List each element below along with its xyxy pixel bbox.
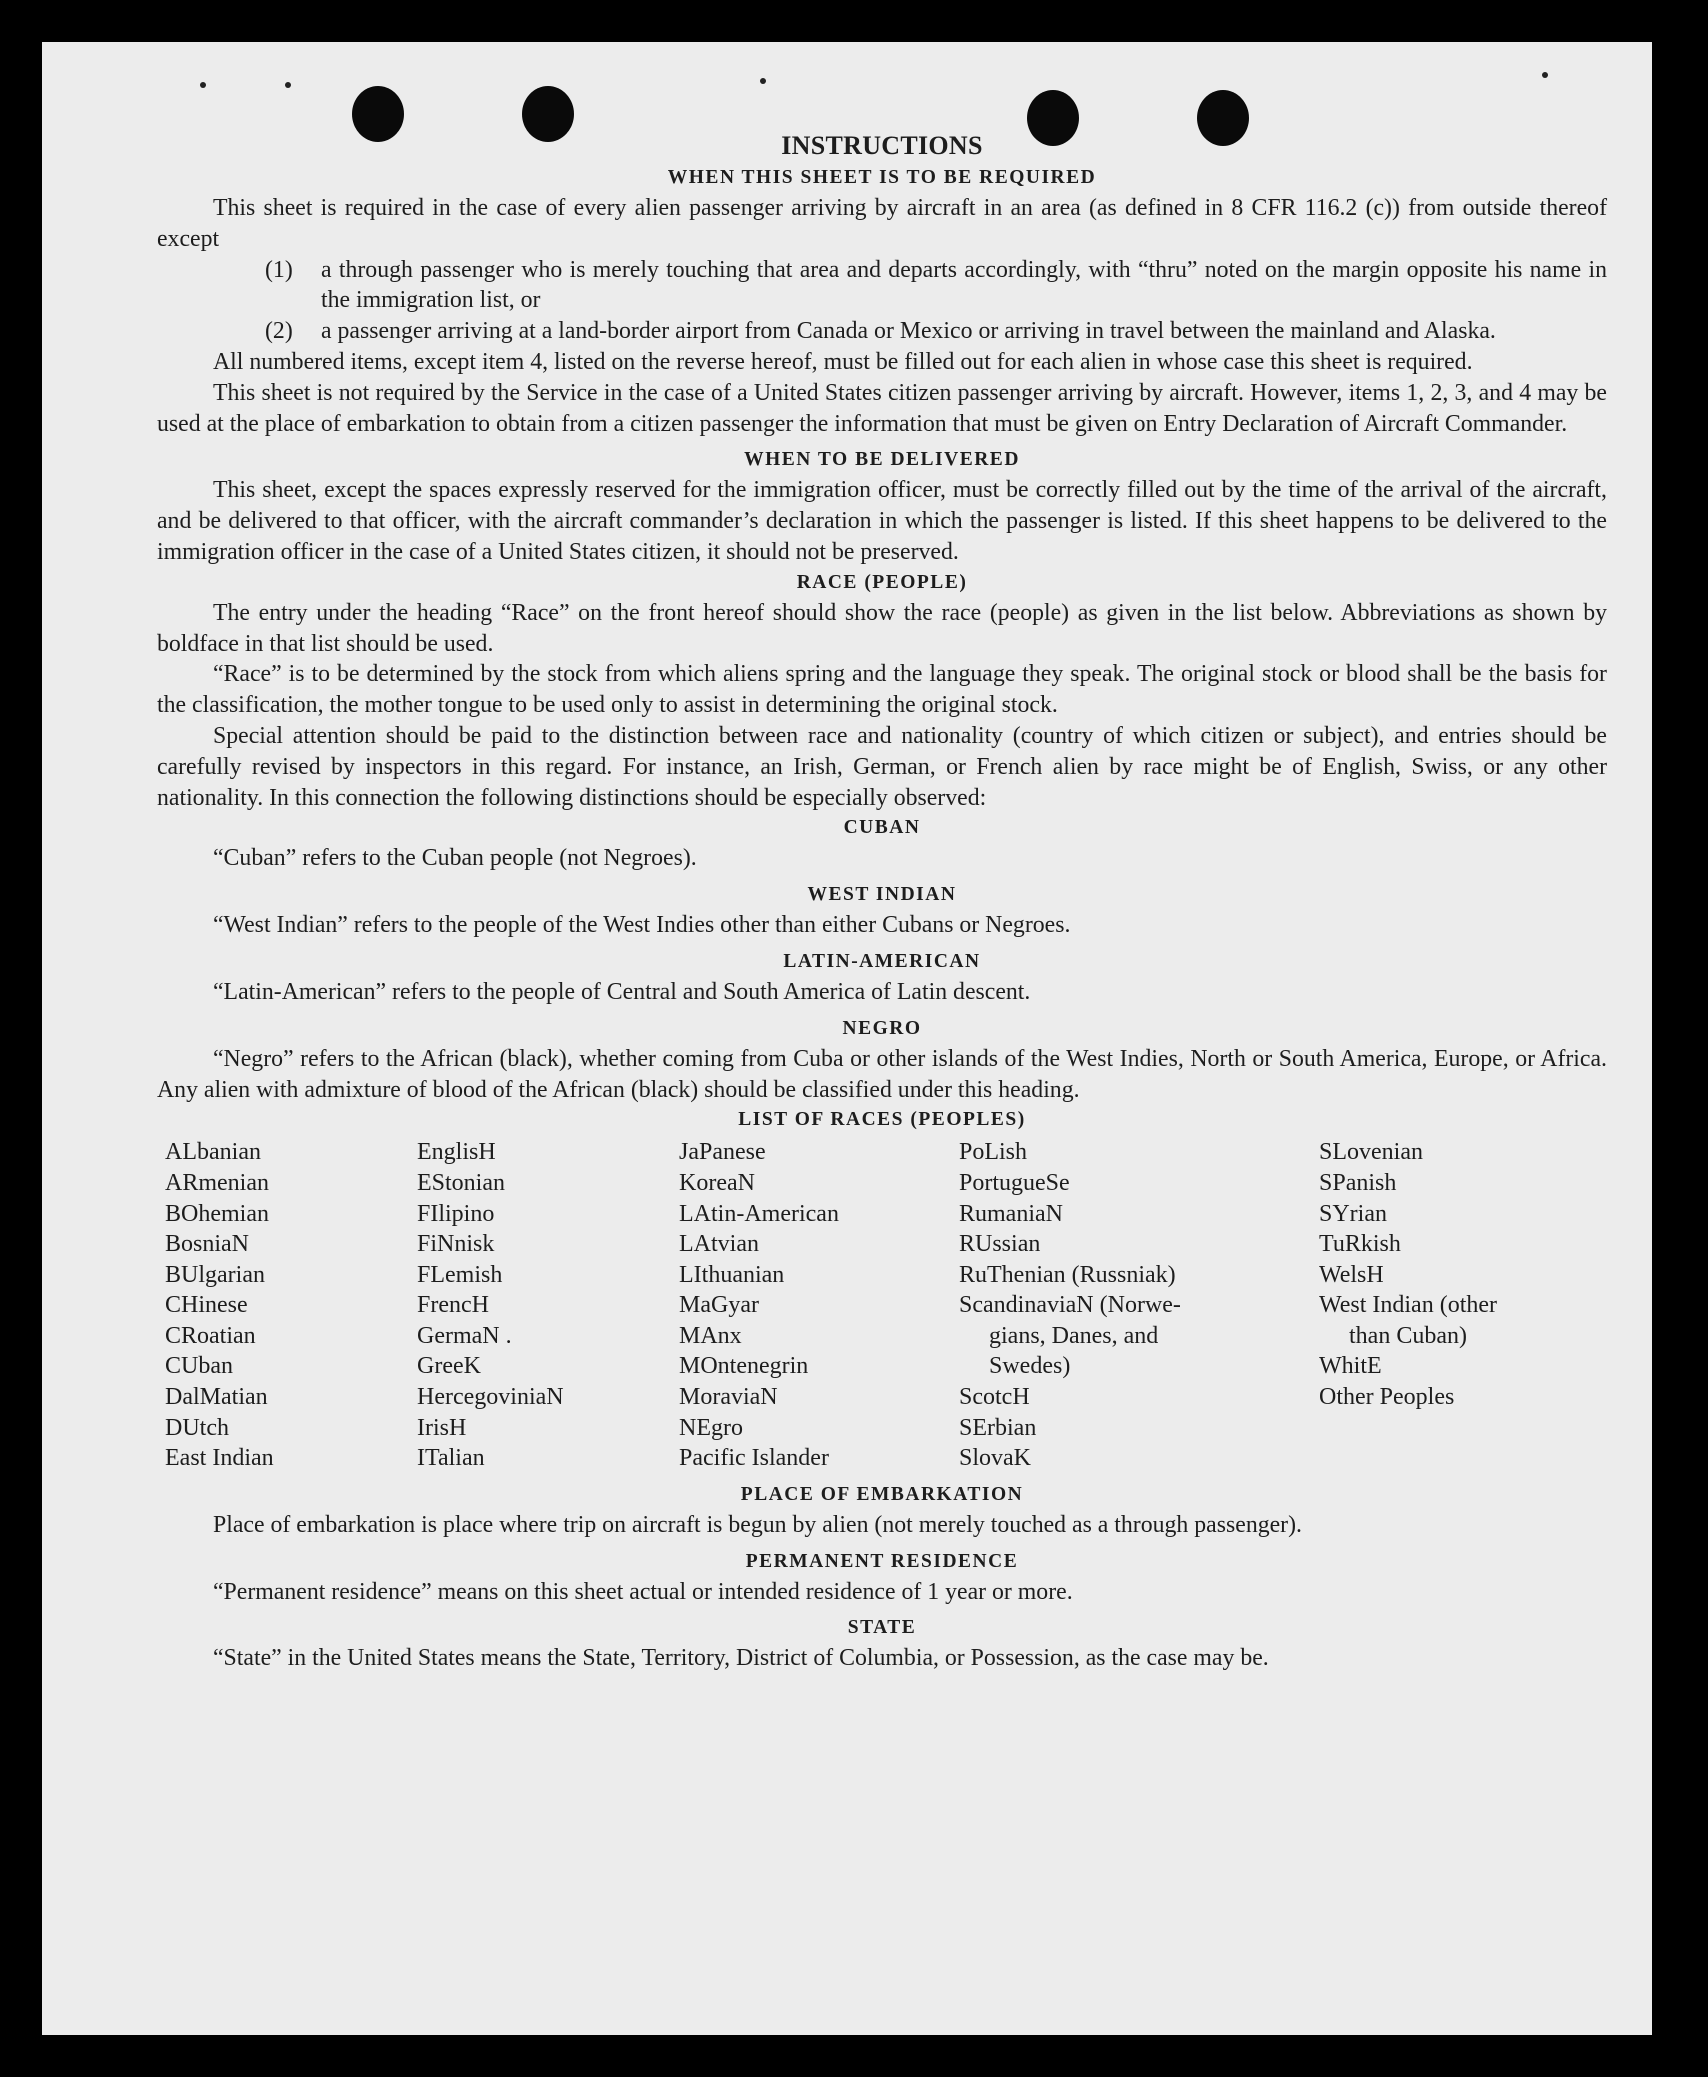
race-entry: ALbanian (165, 1139, 261, 1166)
race-entry: ARmenian (165, 1169, 269, 1196)
speck (760, 78, 766, 84)
race-entry: EnglisH (417, 1139, 496, 1166)
race-entry: SPanish (1319, 1169, 1397, 1196)
section-heading: WHEN THIS SHEET IS TO BE REQUIRED (667, 167, 1097, 188)
race-entry: NEgro (679, 1414, 743, 1441)
race-entry: KoreaN (679, 1169, 755, 1196)
race-entry: ITalian (417, 1445, 485, 1472)
section-heading: WEST INDIAN (807, 884, 957, 906)
race-entry: GreeK (417, 1353, 481, 1380)
race-entry: LIthuanian (679, 1261, 785, 1288)
races-column (165, 1137, 417, 1474)
paragraph: This sheet is not required by the Service in the case of a United States citizen passenger arriving by aircraft. However, items 1, 2, 3, and 4 may be used at the place of embarkation to obtain from a citizen passenger the information that must be given on Entry Declaration of Aircraft Commander. (157, 379, 1607, 437)
race-entry: BosniaN (165, 1231, 249, 1258)
race-entry-continued: gians, Danes, and (989, 1322, 1159, 1349)
paragraph: This sheet is required in the case of every alien passenger arriving by aircraft in an area (as defined in 8 CFR 116.2 (c)) from outside thereof except (157, 195, 1607, 252)
paragraph: “State” in the United States means the State, Territory, District of Columbia, or Possession, as the case may be. (213, 1645, 1269, 1672)
paragraph: “Permanent residence” means on this sheet actual or intended residence of 1 year or more. (213, 1578, 1073, 1605)
race-entry: RUssian (959, 1231, 1041, 1258)
race-entry: MaGyar (679, 1292, 759, 1319)
race-entry: LAtvian (679, 1231, 759, 1258)
race-entry: FLemish (417, 1261, 503, 1288)
race-entry: BUlgarian (165, 1261, 265, 1288)
section-heading: RACE (PEOPLE) (796, 571, 968, 593)
race-entry: BOhemian (165, 1200, 269, 1227)
race-entry: MAnx (679, 1322, 742, 1349)
race-entry: DUtch (165, 1414, 229, 1441)
race-entry: WelsH (1319, 1261, 1384, 1288)
item-number: (1) (265, 256, 293, 283)
race-entry: DalMatian (165, 1384, 268, 1411)
race-entry: FrencH (417, 1292, 489, 1319)
section-heading: PERMANENT RESIDENCE (745, 1550, 1019, 1572)
paragraph: “West Indian” refers to the people of the West Indies other than either Cubans or Negroes. (213, 912, 1071, 939)
race-entry: CUban (165, 1353, 233, 1380)
item-text: a through passenger who is merely touching that area and departs accordingly, with “thru” noted on the margin opposite his name in the immigration list, or (321, 256, 1607, 314)
race-entry: SlovaK (959, 1445, 1031, 1472)
race-entry: ScandinaviaN (Norwe- (959, 1292, 1181, 1319)
race-entry: HercegoviniaN (417, 1384, 564, 1411)
race-entry: MOntenegrin (679, 1353, 809, 1380)
speck (200, 82, 206, 88)
race-entry: MoraviaN (679, 1384, 778, 1411)
list-item (265, 316, 1607, 347)
race-entry: TuRkish (1319, 1231, 1401, 1258)
race-entry: CHinese (165, 1292, 248, 1319)
race-entry: WhitE (1319, 1353, 1382, 1380)
paragraph: All numbered items, except item 4, listed on the reverse hereof, must be filled out for each alien in whose case this sheet is required. (213, 348, 1473, 375)
instructions-content (157, 117, 1607, 1674)
race-entry: PortugueSe (959, 1169, 1070, 1196)
paragraph: “Negro” refers to the African (black), whether coming from Cuba or other islands of the West Indies, North or South America, Europe, or Africa. Any alien with admixture of blood of the African (black) should be classified under this heading. (157, 1045, 1607, 1103)
section-heading: CUBAN (843, 817, 921, 839)
paragraph: The entry under the heading “Race” on the front hereof should show the race (people) as given in the list below. Abbreviations as shown by boldface in that list should be used. (157, 599, 1607, 657)
races-column (417, 1137, 679, 1474)
race-entry: SYrian (1319, 1200, 1387, 1227)
race-entry: FiNnisk (417, 1231, 495, 1258)
list-item (265, 255, 1607, 317)
speck (1542, 72, 1548, 78)
race-entry: SLovenian (1319, 1139, 1423, 1166)
speck (285, 82, 291, 88)
race-entry: LAtin-American (679, 1200, 839, 1227)
race-entry-continued: than Cuban) (1349, 1322, 1467, 1349)
race-entry: GermaN . (417, 1322, 512, 1349)
section-heading: LIST OF RACES (PEOPLES) (738, 1109, 1026, 1131)
paragraph: Place of embarkation is place where trip on aircraft is begun by alien (not merely touched as a through passenger). (213, 1511, 1302, 1538)
race-entry: JaPanese (679, 1139, 766, 1166)
section-heading: PLACE OF EMBARKATION (740, 1483, 1024, 1505)
race-entry: PoLish (959, 1139, 1028, 1166)
item-number: (2) (265, 318, 293, 345)
race-entry: Pacific Islander (679, 1445, 829, 1472)
section-heading: LATIN-AMERICAN (783, 950, 981, 972)
race-entry-continued: Swedes) (989, 1353, 1071, 1380)
paragraph: “Cuban” refers to the Cuban people (not Negroes). (213, 845, 697, 872)
race-entry: CRoatian (165, 1322, 256, 1349)
section-heading: STATE (847, 1617, 917, 1639)
races-column (679, 1137, 959, 1474)
paragraph: “Race” is to be determined by the stock from which aliens spring and the language they speak. The original stock or blood shall be the basis for the classification, the mother tongue to be used only to assist in determining the original stock. (157, 661, 1607, 719)
paragraph: Special attention should be paid to the distinction between race and nationality (country of which citizen or subject), and entries should be carefully revised by inspectors in this regard. For instance, an Irish, German, or French alien by race might be of English, Swiss, or any other nationality. In this connection the following distinctions should be especially observed: (157, 722, 1607, 811)
section-heading: NEGRO (842, 1017, 922, 1039)
races-list (165, 1137, 1607, 1474)
races-column (1319, 1137, 1569, 1474)
race-entry: EStonian (417, 1169, 505, 1196)
race-entry: ScotcH (959, 1384, 1030, 1411)
race-entry: East Indian (165, 1445, 274, 1472)
paragraph: This sheet, except the spaces expressly reserved for the immigration officer, must be correctly filled out by the time of the arrival of the aircraft, and be delivered to that officer, with the aircraft commander’s declaration in which the passenger is listed. If this sheet happens to be delivered to the immigration officer in the case of a United States citizen, it should not be preserved. (157, 477, 1607, 565)
race-entry: FIlipino (417, 1200, 495, 1227)
race-entry: IrisH (417, 1414, 467, 1441)
race-entry: West Indian (other (1319, 1292, 1498, 1319)
race-entry: RumaniaN (959, 1200, 1063, 1227)
races-column (959, 1137, 1319, 1474)
item-text: a passenger arriving at a land-border airport from Canada or Mexico or arriving in travel between the mainland and Alaska. (321, 318, 1496, 345)
document-sheet (42, 42, 1652, 2035)
page-title: INSTRUCTIONS (781, 131, 983, 160)
race-entry: SErbian (959, 1414, 1037, 1441)
section-heading: WHEN TO BE DELIVERED (744, 449, 1020, 471)
race-entry: Other Peoples (1319, 1384, 1455, 1411)
race-entry: RuThenian (Russniak) (959, 1261, 1176, 1288)
paragraph: “Latin-American” refers to the people of Central and South America of Latin descent. (213, 978, 1031, 1005)
